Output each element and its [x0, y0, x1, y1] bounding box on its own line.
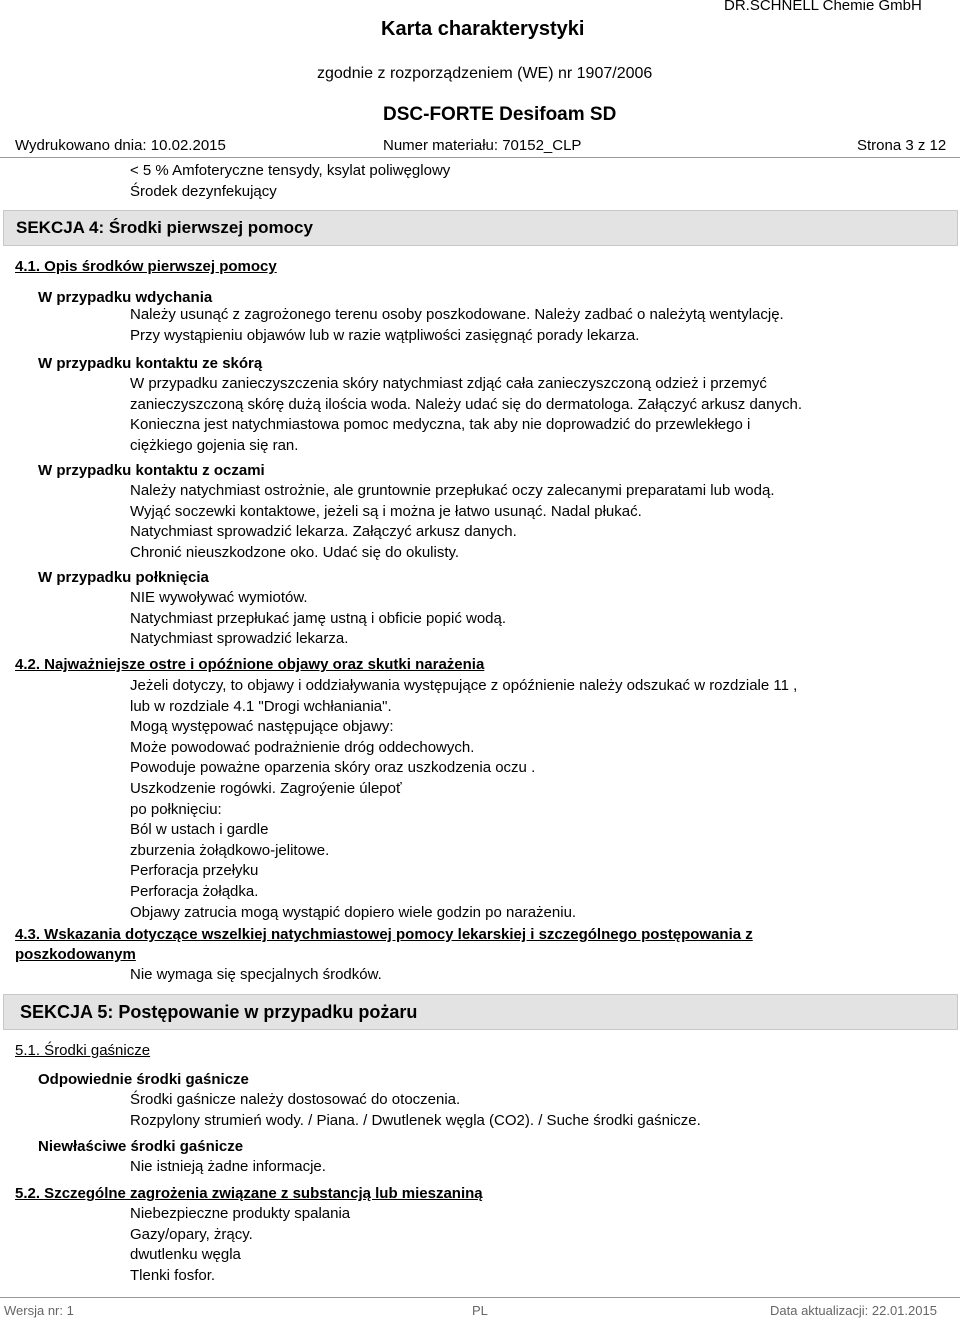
- text-line: Rozpylony strumień wody. / Piana. / Dwutlenek węgla (CO2). / Suche środki gaśnicze.: [130, 1111, 701, 1129]
- section-4-title: SEKCJA 4: Środki pierwszej pomocy: [16, 218, 313, 237]
- text-line: po połknięciu:: [130, 800, 222, 818]
- text-line: Niebezpieczne produkty spalania: [130, 1205, 351, 1222]
- text-line: Konieczna jest natychmiastowa pomoc medyczna, tak aby nie doprowadzić do przewlekłego i: [130, 416, 751, 434]
- inhalation-label: W przypadku wdychania: [38, 289, 213, 306]
- text-line: zburzenia żołądkowo-jelitowe.: [130, 841, 330, 859]
- carryover-text: [130, 161, 450, 202]
- text-line: Uszkodzenie rogówki. Zagroýenie úlepoť: [130, 779, 402, 797]
- suitable-media-text: [130, 1090, 701, 1131]
- subsection-4-2-heading: 4.2. Najważniejsze ostre i opóźnione objawy oraz skutki narażenia: [15, 656, 485, 673]
- symptoms-text: [130, 676, 797, 923]
- text-line: Nie istnieją żadne informacje.: [130, 1158, 326, 1175]
- text-line: Tlenki fosfor.: [130, 1266, 216, 1284]
- text-line: dwutlenku węgla: [130, 1246, 241, 1264]
- text-line: Wyjąć soczewki kontaktowe, jeżeli są i można je łatwo usunąć. Nadal płukać.: [130, 502, 642, 520]
- eye-contact-label: W przypadku kontaktu z oczami: [38, 462, 265, 479]
- carryover-line: < 5 % Amfoteryczne tensydy, ksylat poliwęglowy: [130, 162, 451, 179]
- page-number: Strona 3 z 12: [857, 137, 947, 154]
- footer-divider: [0, 1297, 960, 1298]
- inhalation-text: [130, 305, 784, 346]
- print-date: Wydrukowano dnia: 10.02.2015: [15, 137, 226, 154]
- special-hazards-text: [130, 1204, 350, 1286]
- subsection-4-3-heading: 4.3. Wskazania dotyczące wszelkiej natychmiastowej pomocy lekarskiej i szczególnego postępowania z: [15, 926, 753, 943]
- section-5-title: SEKCJA 5: Postępowanie w przypadku pożaru: [20, 1002, 418, 1022]
- regulation-reference: zgodnie z rozporządzeniem (WE) nr 1907/2006: [317, 65, 653, 82]
- update-date: Data aktualizacji: 22.01.2015: [770, 1303, 937, 1318]
- text-line: Natychmiast sprowadzić lekarza. Załączyć arkusz danych.: [130, 523, 517, 541]
- version-number: Wersja nr: 1: [4, 1303, 74, 1318]
- subsection-5-1-heading: 5.1. Środki gaśnicze: [15, 1042, 151, 1059]
- carryover-line: Środek dezynfekujący: [130, 182, 277, 200]
- text-line: Powoduje poważne oparzenia skóry oraz uszkodzenia oczu .: [130, 759, 536, 777]
- skin-contact-label: W przypadku kontaktu ze skórą: [38, 355, 263, 372]
- text-line: zanieczyszczoną skórę dużą ilościa woda. Należy udać się do dermatologa. Załączyć arkusz danych.: [130, 395, 802, 413]
- text-line: Należy natychmiast ostrożnie, ale gruntownie przepłukać oczy zalecanymi preparatami lub wodą.: [130, 482, 775, 499]
- text-line: Jeżeli dotyczy, to objawy i oddziaływania występujące z opóźnienie należy odszukać w rozdziale 11 ,: [130, 677, 798, 694]
- text-line: Perforacja żołądka.: [130, 882, 259, 900]
- document-title: Karta charakterystyki: [381, 18, 585, 40]
- suitable-media-label: Odpowiednie środki gaśnicze: [38, 1071, 249, 1088]
- material-number: Numer materiału: 70152_CLP: [383, 137, 582, 154]
- text-line: Gazy/opary, żrący.: [130, 1225, 253, 1243]
- text-line: Natychmiast przepłukać jamę ustną i obficie popić wodą.: [130, 609, 507, 627]
- subsection-4-1-heading: 4.1. Opis środków pierwszej pomocy: [15, 258, 277, 275]
- text-line: NIE wywoływać wymiotów.: [130, 589, 308, 606]
- text-line: W przypadku zanieczyszczenia skóry natychmiast zdjąć cała zanieczyszczoną odzież i przemyć: [130, 375, 767, 392]
- section-4-header: [3, 210, 958, 246]
- text-line: Przy wystąpieniu objawów lub w razie wątpliwości zasięgnąć porady lekarza.: [130, 326, 640, 344]
- text-line: Perforacja przełyku: [130, 862, 259, 880]
- header-divider: [0, 157, 960, 158]
- text-line: Objawy zatrucia mogą wystąpić dopiero wiele godzin po narażeniu.: [130, 903, 577, 921]
- text-line: ciężkiego gojenia się ran.: [130, 436, 299, 454]
- unsuitable-media-label: Niewłaściwe środki gaśnicze: [38, 1138, 244, 1155]
- medical-attention-text: Nie wymaga się specjalnych środków.: [130, 966, 382, 983]
- company-name: DR.SCHNELL Chemie GmbH: [724, 0, 922, 14]
- text-line: Należy usunąć z zagrożonego terenu osoby poszkodowane. Należy zadbać o należytą wentylację.: [130, 306, 784, 323]
- subsection-5-2-heading: 5.2. Szczególne zagrożenia związane z substancją lub mieszaniną: [15, 1185, 483, 1202]
- language-code: PL: [472, 1303, 488, 1318]
- section-5-header: [3, 994, 958, 1030]
- text-line: Natychmiast sprowadzić lekarza.: [130, 630, 349, 648]
- text-line: Chronić nieuszkodzone oko. Udać się do okulisty.: [130, 543, 460, 561]
- unsuitable-media-text: [130, 1157, 326, 1178]
- product-name: DSC-FORTE Desifoam SD: [383, 104, 617, 125]
- text-line: lub w rozdziale 4.1 "Drogi wchłaniania".: [130, 697, 392, 715]
- subsection-4-3-heading-cont: poszkodowanym: [15, 946, 136, 963]
- text-line: Mogą występować następujące objawy:: [130, 718, 394, 736]
- text-line: Ból w ustach i gardle: [130, 821, 269, 839]
- ingestion-label: W przypadku połknięcia: [38, 569, 209, 586]
- ingestion-text: [130, 588, 506, 650]
- text-line: Może powodować podrażnienie dróg oddechowych.: [130, 738, 475, 756]
- skin-contact-text: [130, 374, 802, 456]
- eye-contact-text: [130, 481, 774, 563]
- text-line: Środki gaśnicze należy dostosować do otoczenia.: [130, 1091, 461, 1108]
